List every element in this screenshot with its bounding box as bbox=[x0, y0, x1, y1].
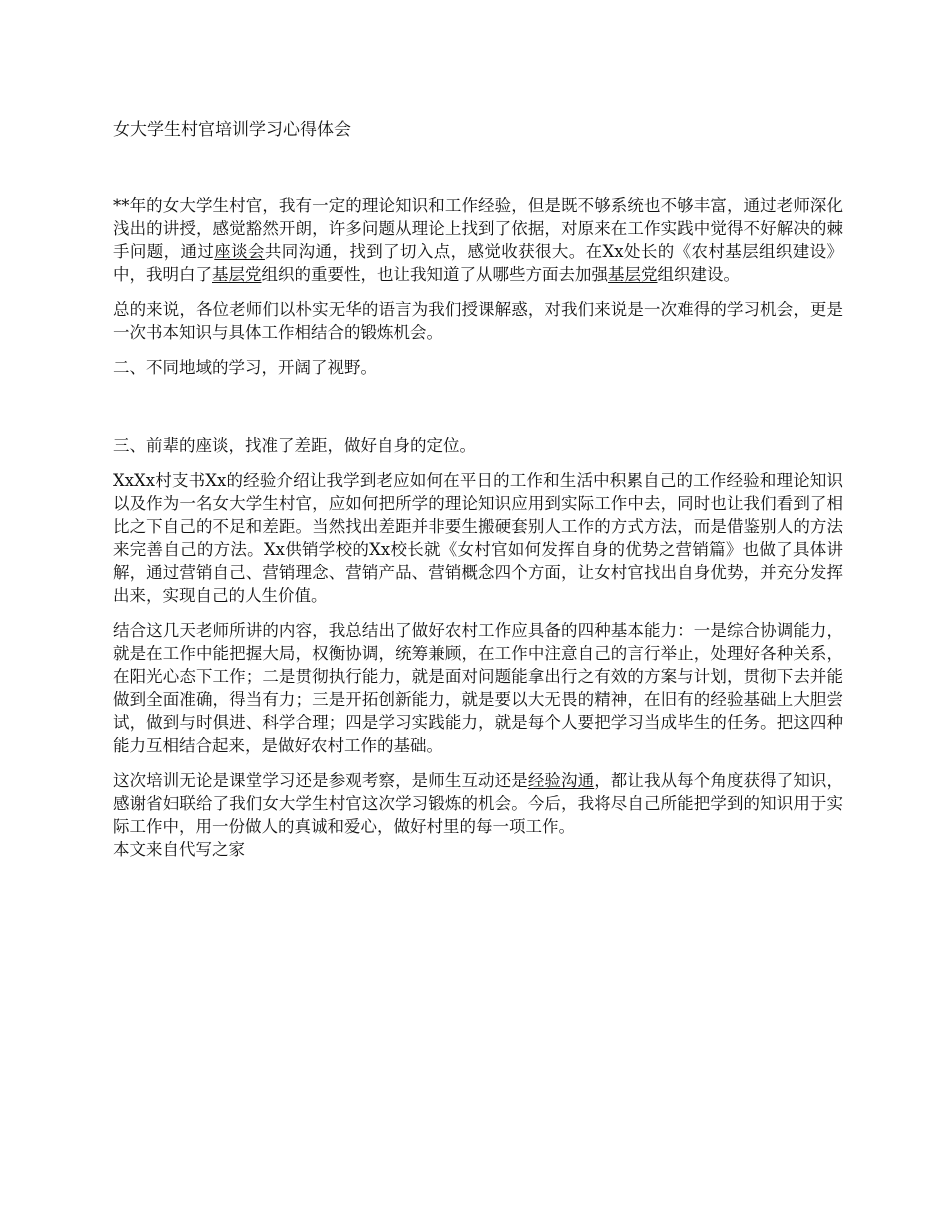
paragraph-text: 组织建设。 bbox=[657, 265, 740, 284]
paragraph-conclusion bbox=[113, 769, 843, 838]
document-title: 女大学生村官培训学习心得体会 bbox=[113, 120, 351, 140]
paragraph-text: 组织的重要性，也让我知道了从哪些方面去加强 bbox=[261, 265, 608, 284]
paragraph-intro bbox=[113, 194, 843, 286]
paragraph-experience: XxXx村支书Xx的经验介绍让我学到老应如何在平日的工作和生活中积累自己的工作经验和理论知识以及作为一名女大学生村官，应如何把所学的理论知识应用到实际工作中去，同时也让我们看到了相比之下自己的不足和差距。当然找出差距并非要生搬硬套别人工作的方式方法，而是借鉴别人的方法来完善自己的方法。Xx供销学校的Xx校长就《女村官如何发挥自身的优势之营销篇》也做了具体讲解，通过营销自己、营销理念、营销产品、营销概念四个方面，让女村官找出自身优势，并充分发挥出来，实现自己的人生价值。 bbox=[113, 471, 843, 605]
paragraph-summary: 总的来说，各位老师们以朴实无华的语言为我们授课解惑，对我们来说是一次难得的学习机会，更是一次书本知识与具体工作相结合的锻炼机会。 bbox=[113, 300, 843, 342]
link-grassroots-party[interactable]: 基层党 bbox=[212, 265, 262, 284]
section-heading-2: 二、不同地域的学习，开阔了视野。 bbox=[113, 358, 377, 377]
link-grassroots-party-2[interactable]: 基层党 bbox=[608, 265, 658, 284]
paragraph-text: 这次培训无论是课堂学习还是参观考察，是师生互动还是 bbox=[113, 771, 528, 790]
section-heading-3: 三、前辈的座谈，找准了差距，做好自身的定位。 bbox=[113, 436, 476, 455]
paragraph-four-abilities: 结合这几天老师所讲的内容，我总结出了做好农村工作应具备的四种基本能力：一是综合协调能力，就是在工作中能把握大局，权衡协调，统筹兼顾，在工作中注意自己的言行举止，处理好各种关系，在阳光心态下工作；二是贯彻执行能力，就是面对问题能拿出行之有效的方案与计划，贯彻下去并能做到全面准确，得当有力；三是开拓创新能力，就是要以大无畏的精神，在旧有的经验基础上大胆尝试，做到与时俱进、科学合理；四是学习实践能力，就是每个人要把学习当成毕生的任务。把这四种能力互相结合起来，是做好农村工作的基础。 bbox=[113, 621, 843, 755]
link-symposium[interactable]: 座谈会 bbox=[214, 242, 265, 261]
paragraph-text: 共同沟通，找到了切入点，感觉收获很大。在Xx处长的《农村基层组织建设》中，我明白了 bbox=[113, 242, 843, 284]
paragraph-text: ，都让我从每个角度获得了知识，感谢省妇联给了我们女大学生村官这次学习锻炼的机会。今后，我将尽自己所能把学到的知识用于实际工作中，用一份做人的真诚和爱心，做好村里的每一项工作。 bbox=[113, 771, 844, 836]
document-page bbox=[113, 118, 843, 861]
paragraph-text: **年的女大学生村官，我有一定的理论知识和工作经验，但是既不够系统也不够丰富，通过老师深化浅出的讲授，感觉豁然开朗，许多问题从理论上找到了依据，对原来在工作实践中觉得不好解决的棘手问题，通过 bbox=[113, 196, 843, 261]
link-experience-exchange[interactable]: 经验沟通 bbox=[527, 771, 595, 790]
source-note: 本文来自代写之家 bbox=[113, 840, 245, 859]
